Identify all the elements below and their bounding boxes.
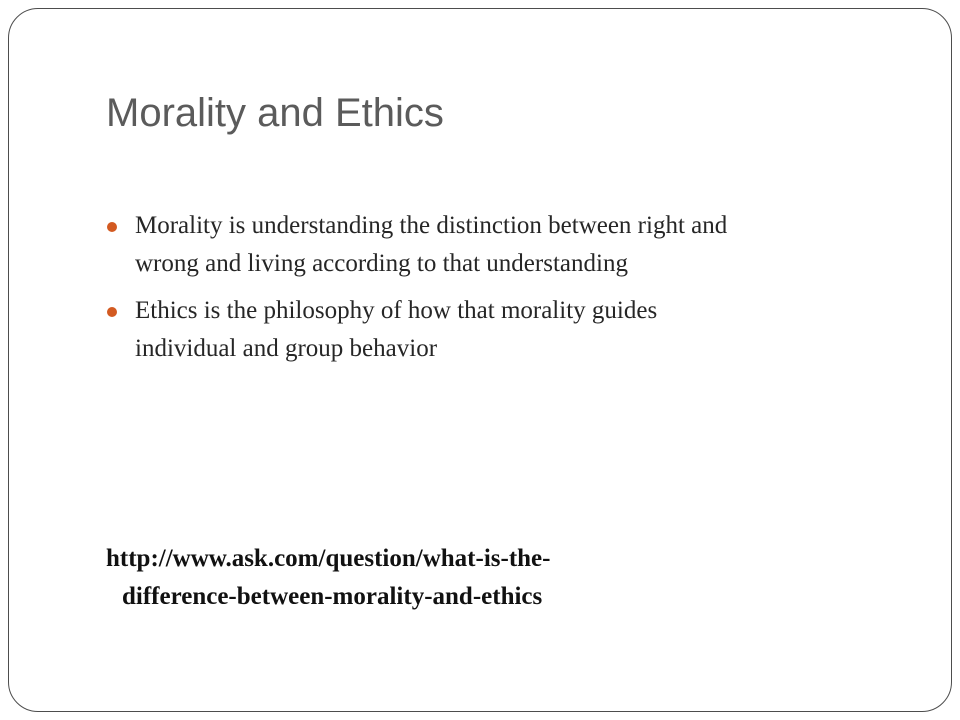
bullet-text-line: individual and group behavior — [135, 335, 438, 362]
slide-title: Morality and Ethics — [106, 91, 444, 135]
bullet-text-line: Ethics is the philosophy of how that morality guides — [135, 297, 658, 324]
bullet-text-line: wrong and living according to that understanding — [135, 250, 628, 277]
bullet-dot-icon — [107, 222, 117, 232]
bullet-item-ethics — [135, 292, 865, 368]
bullet-list — [135, 207, 865, 377]
bullet-dot-icon — [107, 307, 117, 317]
bullet-text-line: Morality is understanding the distinction between right and — [135, 212, 728, 239]
source-link-line[interactable]: http://www.ask.com/question/what-is-the- — [106, 545, 551, 572]
source-link-line[interactable]: difference-between-morality-and-ethics — [122, 583, 543, 610]
source-link[interactable] — [106, 540, 806, 616]
bullet-item-morality — [135, 207, 865, 283]
